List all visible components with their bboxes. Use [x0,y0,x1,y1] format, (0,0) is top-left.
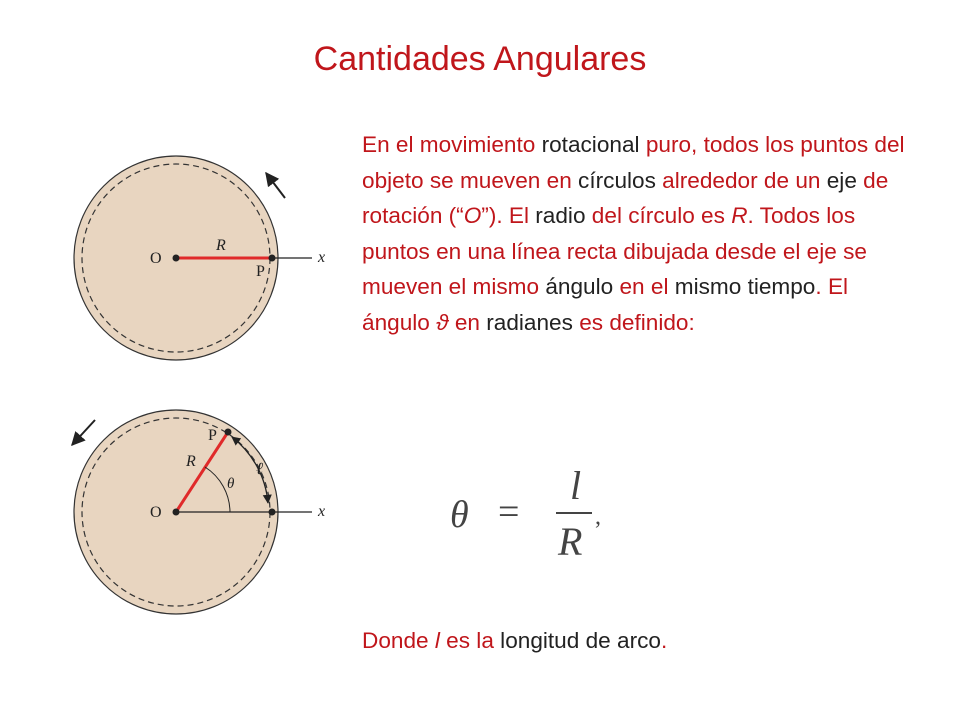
footer-seg-2: l [434,628,440,653]
para-seg-10: radio [535,203,586,229]
footer-seg-4: longitud de arco [500,628,661,653]
para-seg-7: de rotación (“ [362,167,889,229]
equation-equals: = [498,491,520,533]
para-seg-6: eje [826,167,857,193]
para-seg-21: en [448,309,487,335]
top-center-dot [173,255,180,262]
bottom-rotation-arrow [72,420,95,445]
bottom-center-dot [173,509,180,516]
bottom-label-l: ℓ [256,459,264,478]
footer-seg-5: . [660,628,668,653]
slide-title: Cantidades Angulares [313,40,647,78]
para-seg-18: tiempo [747,274,816,300]
bottom-label-o: O [150,504,162,521]
para-seg-19: . El ángulo [362,274,849,335]
para-seg-1: En el movimiento [362,132,542,157]
fraction-bar [556,512,592,514]
equation-numerator: l [570,463,582,508]
rotation-diagrams [0,0,360,720]
top-rotation-arrow [266,173,285,198]
top-label-r: R [216,237,226,254]
equation-lhs: θ [450,494,469,536]
para-seg-3: puro, todos los puntos del objeto se mueven en [362,132,905,193]
para-seg-16: mismo [674,274,742,300]
para-seg-20: ϑ [436,309,449,335]
footer-seg-3: es la [439,628,501,653]
top-point-p [269,255,276,262]
body-paragraph [362,127,922,341]
bottom-label-p: P [208,427,217,444]
para-seg-8: O [463,203,482,229]
equation-denominator: R [558,519,583,564]
top-label-o: O [150,250,162,267]
bottom-point-p [225,429,232,436]
footer-text [362,628,667,654]
top-label-x: x [318,249,326,266]
bottom-label-x: x [318,503,326,520]
para-seg-22: radianes [486,309,573,335]
para-seg-23: es definido: [572,309,695,335]
bottom-label-theta: θ [227,476,235,492]
equation-comma: , [595,504,601,530]
para-seg-12: R [731,203,748,229]
bottom-axis-point [269,509,276,516]
para-seg-9: ”). El [481,203,536,229]
bottom-label-r: R [186,453,196,470]
top-label-p: P [256,263,265,280]
para-seg-14: ángulo [545,274,614,300]
para-seg-15: en el [613,274,675,300]
bottom-diagram [72,410,325,614]
footer-seg-1: Donde [362,628,435,653]
para-seg-13: . Todos los puntos en una línea recta dibujada desde el eje se mueven el mismo [362,203,867,300]
para-seg-4: círculos [578,167,656,193]
para-seg-5: alrededor de un [655,167,827,193]
top-diagram [74,156,325,360]
para-seg-11: del círculo es [585,203,732,229]
para-seg-2: rotacional [541,132,640,157]
